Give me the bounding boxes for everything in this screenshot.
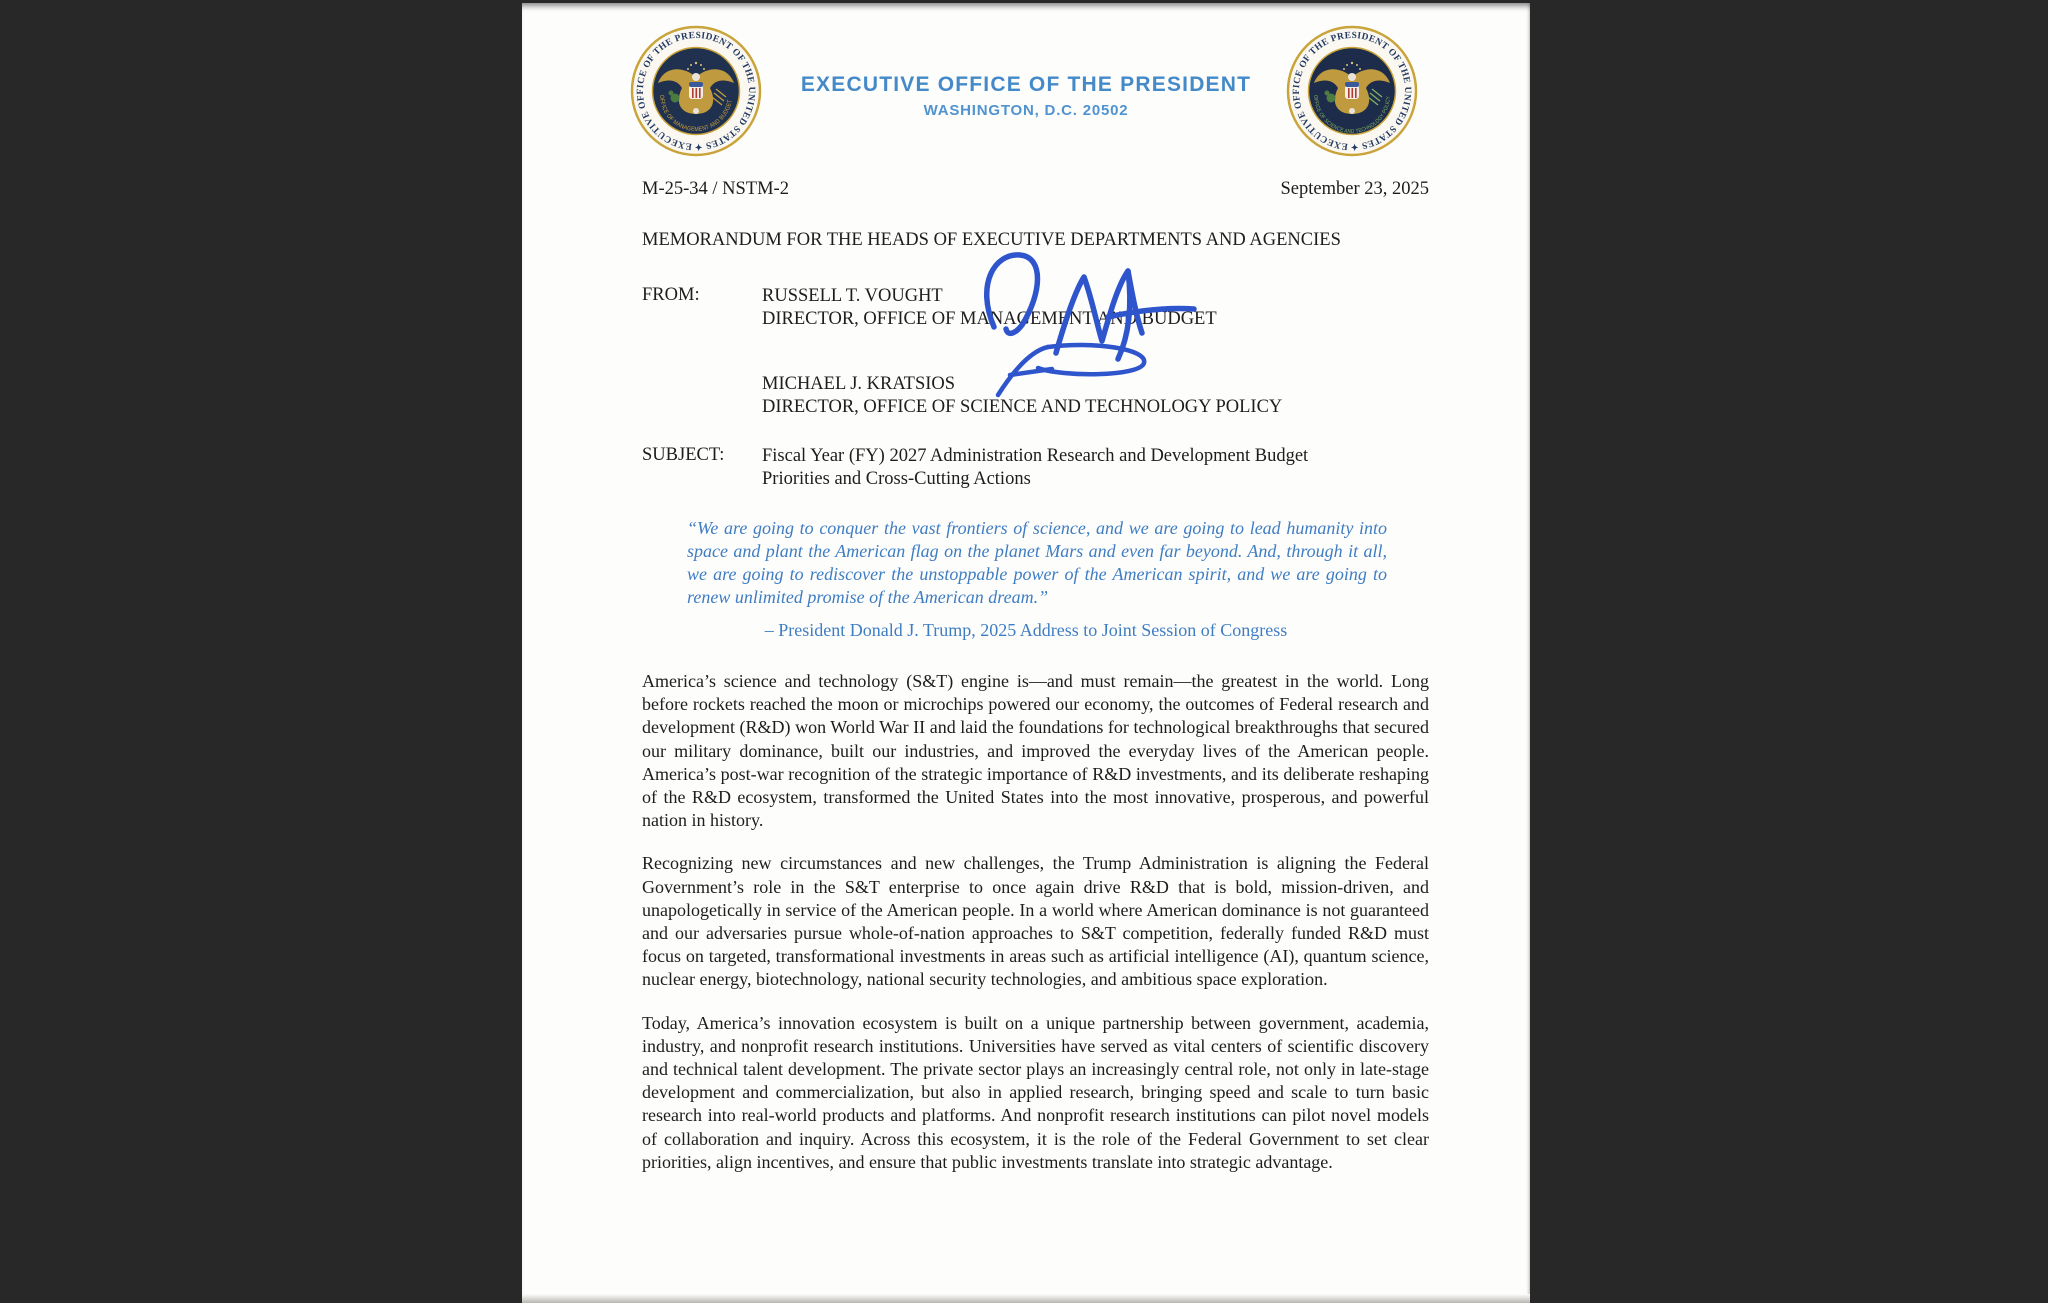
ostp-seal-inner-text: OFFICE OF SCIENCE AND TECHNOLOGY POLICY [1311,94,1393,136]
memo-date: September 23, 2025 [1280,179,1429,199]
signer2-row [642,373,1429,419]
subject-row [642,445,1429,491]
presidential-quote: “We are going to conquer the vast frontiers of science, and we are going to lead humanity into space and plant the American flag on the planet Mars and even far beyond. And, through it all, we are going to rediscover the unstoppable power of the American spirit, and we are going to renew unlimited promise of the American dream.” [687,518,1387,607]
signer1-name: RUSSELL T. VOUGHT [762,286,943,306]
memo-body [642,670,1429,1174]
omb-seal-inner-text: OFFICE OF MANAGEMENT AND BUDGET [657,94,734,134]
signer2-name: MICHAEL J. KRATSIOS [762,374,956,394]
body-paragraph-3: Today, America’s innovation ecosystem is built on a unique partnership between government, academia, industry, and nonprofit research institutions. Universities have served as vital centers of scientific discovery and technical talent development. The private sector plays an increasingly central role, not only in late-stage development and commercialization, but also in applied research, bringing speed and scale to turn basic research into real-world products and platforms. And nonprofit research institutions can pilot novel models of collaboration and inquiry. Across this ecosystem, it is the role of the Federal Government to set clear priorities, align incentives, and ensure that public investments translate into strategic advantage. [642,1012,1429,1172]
signer1-block [762,285,1429,331]
meta-row [642,179,1429,200]
memorandum-heading: MEMORANDUM FOR THE HEADS OF EXECUTIVE DEPARTMENTS AND AGENCIES [642,230,1341,250]
signer1-title: DIRECTOR, OFFICE OF MANAGEMENT AND BUDGET [762,309,1217,329]
body-paragraph-1: America’s science and technology (S&T) engine is—and must remain—the greatest in the world. Long before rockets reached the moon or microchips powered our economy, the outcomes of Federal research and development (R&D) won World War II and laid the foundations for technological breakthroughs that secured our military dominance, built our industries, and improved the everyday lives of the American people. America’s post-war recognition of the strategic importance of R&D investments, and its deliberate reshaping of the R&D ecosystem, transformed the United States into the most innovative, prosperous, and powerful nation in history. [642,671,1429,831]
signer2-block [762,373,1429,419]
letterhead-office-line: EXECUTIVE OFFICE OF THE PRESIDENT [800,73,1252,96]
omb-seal-icon [630,25,762,157]
document-page [522,3,1530,1303]
address-block [642,285,1429,491]
ostp-seal-icon [1286,25,1418,157]
signer2-title: DIRECTOR, OFFICE OF SCIENCE AND TECHNOLOGY POLICY [762,397,1283,417]
quote-attribution: – President Donald J. Trump, 2025 Address to Joint Session of Congress [764,620,1288,640]
letterhead [522,3,1530,163]
letterhead-address-line: WASHINGTON, D.C. 20502 [923,102,1129,119]
from-row [642,285,1429,331]
subject-text: Fiscal Year (FY) 2027 Administration Research and Development Budget Priorities and Cross-Cutting Actions [762,446,1309,489]
ostp-seal-ring-text: EXECUTIVE OFFICE OF THE PRESIDENT OF THE UNITED STATES ✦ [1291,30,1413,152]
subject-label: SUBJECT: [642,445,725,465]
memo-number: M-25-34 / NSTM-2 [642,179,789,199]
body-paragraph-2: Recognizing new circumstances and new challenges, the Trump Administration is aligning the Federal Government’s role in the S&T enterprise to once again drive R&D that is bold, mission-driven, and unapologetically in service of the American people. In a world where American dominance is not guaranteed and our adversaries pursue whole-of-nation approaches to S&T competition, federally funded R&D must focus on targeted, transformational investments in areas such as artificial intelligence (AI), quantum science, nuclear energy, biotechnology, national security technologies, and ambitious space exploration. [642,853,1429,990]
from-label: FROM: [642,285,700,305]
omb-seal-ring-text: EXECUTIVE OFFICE OF THE PRESIDENT OF THE UNITED STATES ✦ [635,30,757,152]
